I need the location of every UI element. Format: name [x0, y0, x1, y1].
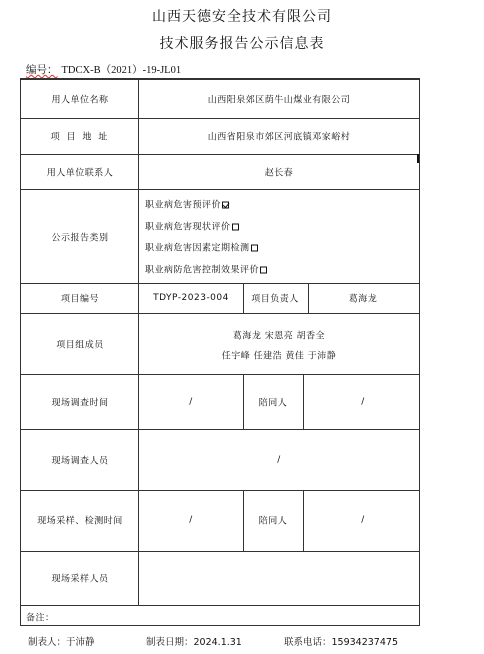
text-cursor	[417, 154, 419, 163]
info-table	[20, 78, 420, 626]
team-members-line: 任宇峰 任建浩 黄佳 于沛静	[221, 351, 337, 362]
sampling-time-value: /	[189, 515, 193, 525]
preparer: 制表人：于沛静	[28, 637, 95, 648]
survey-time-label: 现场调查时间	[51, 398, 109, 409]
contact-value: 赵长春	[264, 168, 294, 179]
contact-label: 用人单位联系人	[46, 168, 114, 179]
employer-value: 山西阳泉郊区荫牛山煤业有限公司	[207, 95, 351, 106]
prepared-date: 制表日期：2024.1.31	[146, 637, 242, 648]
project-no-value: TDYP-2023-004	[153, 293, 229, 303]
report-type-option-label: 职业病防危害控制效果评价	[145, 265, 260, 276]
checkbox-empty-icon	[251, 245, 258, 252]
survey-staff-value: /	[277, 455, 281, 465]
project-lead-label: 项目负责人	[251, 294, 299, 305]
report-type-option	[145, 220, 239, 233]
company-title: 山西天德安全技术有限公司	[152, 9, 332, 25]
checkbox-empty-icon	[260, 267, 267, 274]
companion-label: 陪同人	[258, 398, 288, 409]
address-label: 项 目 地 址	[50, 132, 110, 143]
document-number	[26, 62, 181, 77]
report-type-option	[145, 263, 267, 276]
report-type-option	[145, 241, 258, 254]
report-type-option-label: 职业病危害因素定期检测	[145, 243, 250, 254]
project-no-label: 项目编号	[60, 294, 100, 305]
address-value: 山西省阳泉市郊区河底镇邓家峪村	[207, 132, 351, 143]
employer-label: 用人单位名称	[51, 95, 109, 106]
checkbox-checked-icon	[222, 202, 229, 209]
sampling-staff-label: 现场采样人员	[51, 574, 109, 585]
companion2-value: /	[361, 515, 365, 525]
report-type-option-label: 职业病危害预评价	[145, 200, 222, 211]
report-type-option-label: 职业病危害现状评价	[145, 222, 231, 233]
survey-staff-label: 现场调查人员	[51, 456, 109, 467]
checkbox-empty-icon	[232, 224, 239, 231]
companion2-label: 陪同人	[258, 516, 288, 527]
sampling-time-label: 现场采样、检测时间	[37, 516, 123, 527]
form-title: 技术服务报告公示信息表	[159, 36, 325, 52]
remark-label: 备注：	[26, 613, 55, 624]
companion-value: /	[361, 397, 365, 407]
document-number-value: TDCX-B（2021）-19-JL01	[61, 65, 182, 76]
document-number-label: 编号：	[26, 65, 58, 76]
team-label: 项目组成员	[56, 340, 104, 351]
survey-time-value: /	[189, 397, 193, 407]
report-type-option	[145, 198, 229, 211]
contact-phone: 联系电话：15934237475	[284, 637, 398, 648]
project-lead-value: 葛海龙	[348, 294, 378, 305]
report-type-label: 公示报告类别	[51, 233, 109, 244]
team-members-line: 葛海龙 宋恩亮 胡香全	[232, 331, 326, 342]
